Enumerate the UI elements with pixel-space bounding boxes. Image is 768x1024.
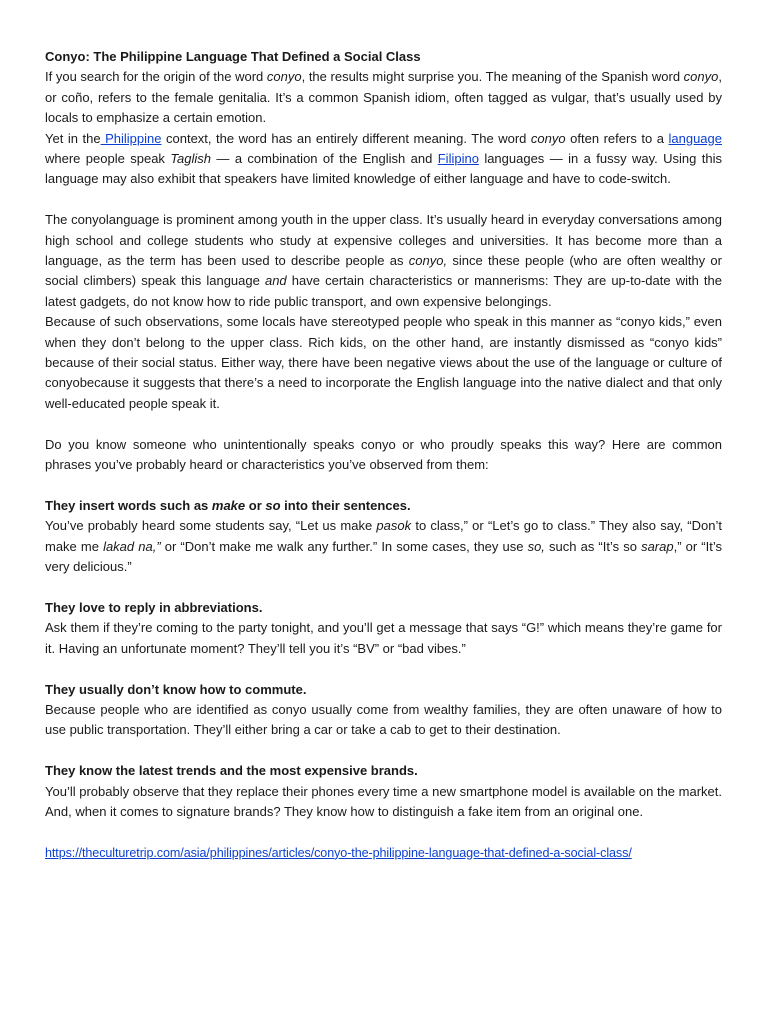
paragraph-abbreviations: Ask them if they’re coming to the party tonight, and you’ll get a message that says “G!” which means they’re game for it. Having an unfortunate moment? They’ll tell you it’s “BV” or “bad vibes.” [45,620,722,656]
link-language[interactable]: language [668,130,722,146]
text: ,” or “It’s very delicious.” [45,538,723,575]
heading-abbreviations: They love to reply in abbreviations. [45,599,263,615]
paragraph-context [45,129,722,190]
italic-term: conyo, [408,253,448,269]
source-link[interactable]: https://theculturetrip.com/asia/philippines/articles/conyo-the-philippine-language-that-defined-a-social-class/ [45,845,632,860]
text: Yet in the [45,130,101,146]
text: such as “It’s so [544,538,642,554]
paragraph-origin [45,67,722,128]
heading-insert-words [45,496,722,516]
document-page [45,47,722,863]
spacer [45,578,722,598]
text: to class,” or “Let’s go to class.” They also say, “Don’t make me [45,518,722,554]
text: If you search for the origin of the word [45,69,267,85]
text: into their sentences. [280,497,411,513]
spacer [45,476,722,496]
heading-trends: They know the latest trends and the most expensive brands. [45,763,418,779]
link-philippine[interactable]: Philippine [100,130,162,146]
text: have certain characteristics or mannerisms: They are up-to-date with the latest gadgets, do not know how to ride public transport, and own expensive belongings. [45,273,723,309]
link-filipino[interactable]: Filipino [437,151,479,167]
spacer [45,822,722,842]
spacer [45,190,722,210]
italic-term: conyo [683,69,719,85]
spacer [45,741,722,761]
italic-term: Taglish [170,151,212,167]
paragraph-trends: You’ll probably observe that they replace their phones every time a new smartphone model is available on the market. And, when it comes to signature brands? They know how to distinguish a fake item from an original one. [45,783,722,819]
text: or “Don’t make me walk any further.” In some cases, they use [160,538,528,554]
text: — a combination of the English and [211,151,438,167]
article-title: Conyo: The Philippine Language That Defined a Social Class [45,49,421,64]
italic-term: conyo [266,69,302,85]
italic-term: pasok [376,518,412,534]
paragraph-commute: Because people who are identified as conyo usually come from wealthy families, they are often unaware of how to use public transportation. They’ll either bring a car or take a cab to get to their destination. [45,701,722,738]
italic-term: so [265,497,281,513]
paragraph-prominence [45,210,722,312]
italic-term: and [264,273,287,289]
paragraph-intro-list: Do you know someone who unintentionally speaks conyo or who proudly speaks this way? Here are common phrases you’ve probably heard or characteristics you’ve observed from them: [45,436,722,473]
text: or [245,497,266,513]
spacer [45,659,722,679]
text: since these people (who are often wealthy or social climbers) speak this language [45,253,722,289]
italic-term: lakad na,” [103,538,161,554]
italic-term: conyo [530,130,566,146]
paragraph-insert-words [45,516,722,577]
source-url-line [45,843,722,863]
italic-term: so, [527,538,545,554]
text: where people speak [45,151,171,167]
spacer [45,414,722,434]
italic-term: sarap [641,538,674,554]
text: context, the word has an entirely different meaning. The word [161,130,531,146]
heading-commute: They usually don’t know how to commute. [45,681,307,697]
text: often refers to a [565,130,669,146]
text: languages — in a fussy way. Using this language may also exhibit that speakers have limited knowledge of either language and have to code-switch. [45,151,722,187]
text: They insert words such as [45,497,212,513]
text: The conyolanguage is prominent among youth in the upper class. It’s usually heard in everyday conversations among high school and college students who study at expensive colleges and universities. It has become more than a language, as the term has been used to describe people as [45,212,722,269]
text: , the results might surprise you. The meaning of the Spanish word [301,69,684,85]
text: , or coño, refers to the female genitalia. It’s a common Spanish idiom, often tagged as vulgar, that’s usually used by locals to emphasize a certain emotion. [45,69,722,126]
text: You’ve probably heard some students say, “Let us make [45,518,377,534]
italic-term: make [211,497,246,513]
paragraph-stereotypes: Because of such observations, some locals have stereotyped people who speak in this manner as “conyo kids,” even when they don’t belong to the upper class. Rich kids, on the other hand, are instantly dismissed as “conyo kids” because of their social status. Either way, there have been negative views about the use of the language or culture of conyobecause it suggests that there’s a need to incorporate the English language into the native dialect and that only well-educated people speak it. [45,314,722,411]
